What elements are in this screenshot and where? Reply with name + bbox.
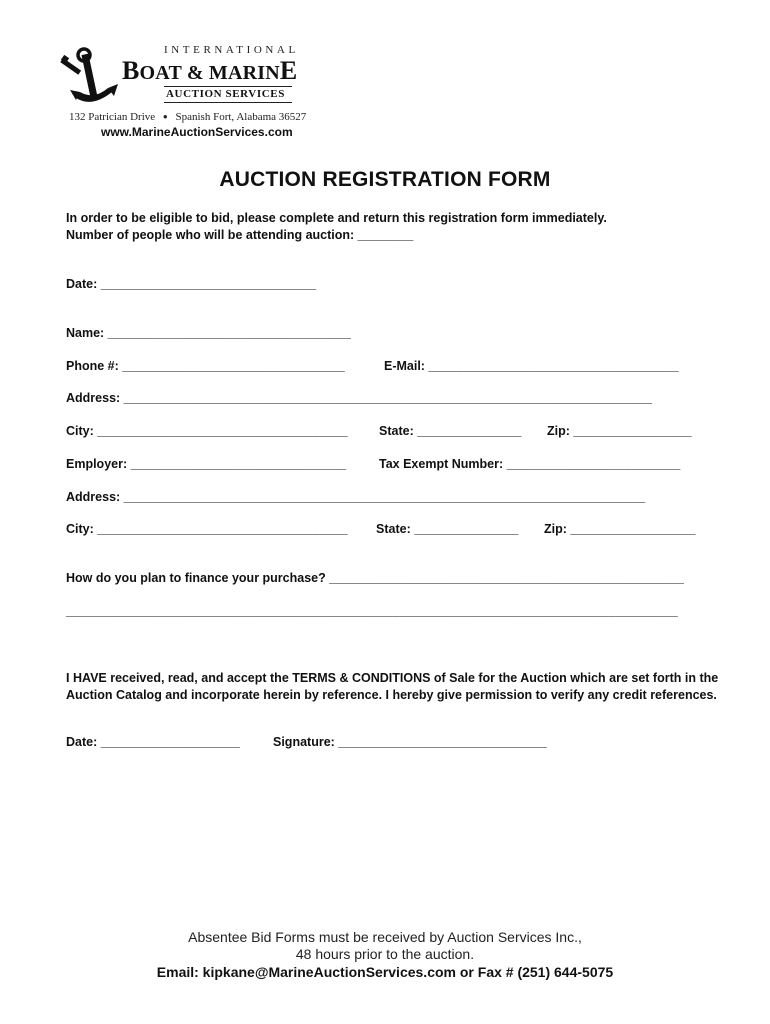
logo-rule-bottom [164, 102, 292, 103]
footer-line-1: Absentee Bid Forms must be received by Auction Services Inc., [188, 929, 582, 945]
company-logo [56, 42, 336, 112]
footer-contact-line: Email: kipkane@MarineAuctionServices.com or Fax # (251) 644-5075 [156, 964, 614, 980]
footer-line-2: 48 hours prior to the auction. [295, 946, 475, 962]
employer-address-field[interactable]: Address: ___________________________________________________________________________ [66, 490, 646, 504]
employer-zip-field[interactable]: Zip: __________________ [544, 522, 696, 536]
signature-date-field[interactable]: Date: ____________________ [66, 735, 240, 749]
state-field[interactable]: State: _______________ [379, 424, 522, 438]
logo-brand-middle: OAT & MARIN [139, 62, 280, 84]
city-field[interactable]: City: ____________________________________ [66, 424, 348, 438]
finance-plan-field[interactable]: How do you plan to finance your purchase? ___________________________________________________ [66, 571, 684, 585]
logo-subtitle: AUCTION SERVICES [166, 88, 285, 100]
address-city: Spanish Fort, Alabama 36527 [175, 111, 307, 123]
address-street: 132 Patrician Drive [69, 111, 156, 123]
employer-state-field[interactable]: State: _______________ [376, 522, 519, 536]
employer-city-field[interactable]: City: ____________________________________ [66, 522, 348, 536]
terms-acceptance-text: I HAVE received, read, and accept the TERMS & CONDITIONS of Sale for the Auction which are set forth in the Auction Catalog and incorporate herein by reference. I hereby give permission to verify any credit references. [66, 671, 719, 702]
anchor-icon [56, 46, 126, 108]
phone-field[interactable]: Phone #: ________________________________ [66, 359, 345, 373]
date-field[interactable]: Date: _______________________________ [66, 277, 317, 291]
company-address [69, 111, 306, 123]
attendee-count-field[interactable]: Number of people who will be attending auction: ________ [66, 228, 414, 242]
logo-rule-top [164, 86, 292, 87]
tax-exempt-number-field[interactable]: Tax Exempt Number: _________________________ [379, 457, 681, 471]
company-website: www.MarineAuctionServices.com [101, 125, 293, 139]
intro-line-1: In order to be eligible to bid, please complete and return this registration form immediately. [66, 211, 607, 225]
address-bullet: ● [162, 112, 168, 121]
logo-brand-text [122, 56, 297, 86]
logo-international-text: INTERNATIONAL [164, 44, 299, 56]
form-title: AUCTION REGISTRATION FORM [219, 168, 551, 191]
signature-field[interactable]: Signature: ______________________________ [273, 735, 547, 749]
employer-field[interactable]: Employer: _______________________________ [66, 457, 347, 471]
logo-brand-final: E [279, 56, 298, 85]
email-field[interactable]: E-Mail: ____________________________________ [384, 359, 679, 373]
name-field[interactable]: Name: ___________________________________ [66, 326, 351, 340]
finance-plan-continuation-field[interactable]: ________________________________________________________________________________________ [66, 604, 678, 618]
footer-notice [0, 929, 770, 981]
zip-field[interactable]: Zip: _________________ [547, 424, 692, 438]
logo-brand-initial: B [122, 56, 140, 85]
address-field[interactable]: Address: ____________________________________________________________________________ [66, 391, 652, 405]
